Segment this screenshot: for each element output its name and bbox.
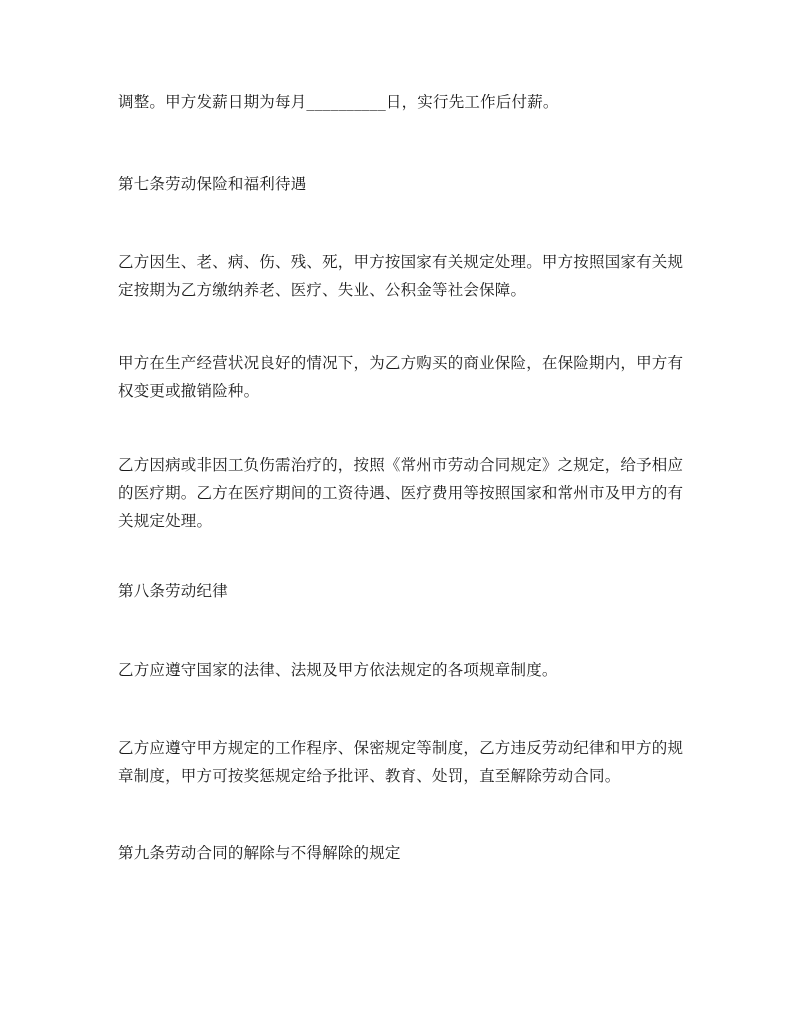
- paragraph-work-rules: 乙方应遵守甲方规定的工作程序、保密规定等制度，乙方违反劳动纪律和甲方的规章制度，甲方可按奖惩规定给予批评、教育、处罚，直至解除劳动合同。: [118, 739, 684, 785]
- heading-article-8: 第八条劳动纪律: [118, 582, 228, 600]
- paragraph-medical-period: 乙方因病或非因工负伤需治疗的，按照《常州市劳动合同规定》之规定，给予相应的医疗期。乙方在医疗期间的工资待遇、医疗费用等按照国家和常州市及甲方的有关规定处理。: [118, 456, 684, 530]
- paragraph-obey-laws: 乙方应遵守国家的法律、法规及甲方依法规定的各项规章制度。: [118, 661, 558, 679]
- paragraph-commercial-insurance: 甲方在生产经营状况良好的情况下，为乙方购买的商业保险，在保险期内，甲方有权变更或撤销险种。: [118, 354, 684, 400]
- heading-article-7: 第七条劳动保险和福利待遇: [118, 175, 307, 193]
- paragraph-social-insurance: 乙方因生、老、病、伤、残、死，甲方按国家有关规定处理。甲方按照国家有关规定按期为乙方缴纳养老、医疗、失业、公积金等社会保障。: [118, 253, 684, 299]
- paragraph-salary-date: 调整。甲方发薪日期为每月__________日，实行先工作后付薪。: [118, 93, 559, 111]
- heading-article-9: 第九条劳动合同的解除与不得解除的规定: [118, 844, 401, 862]
